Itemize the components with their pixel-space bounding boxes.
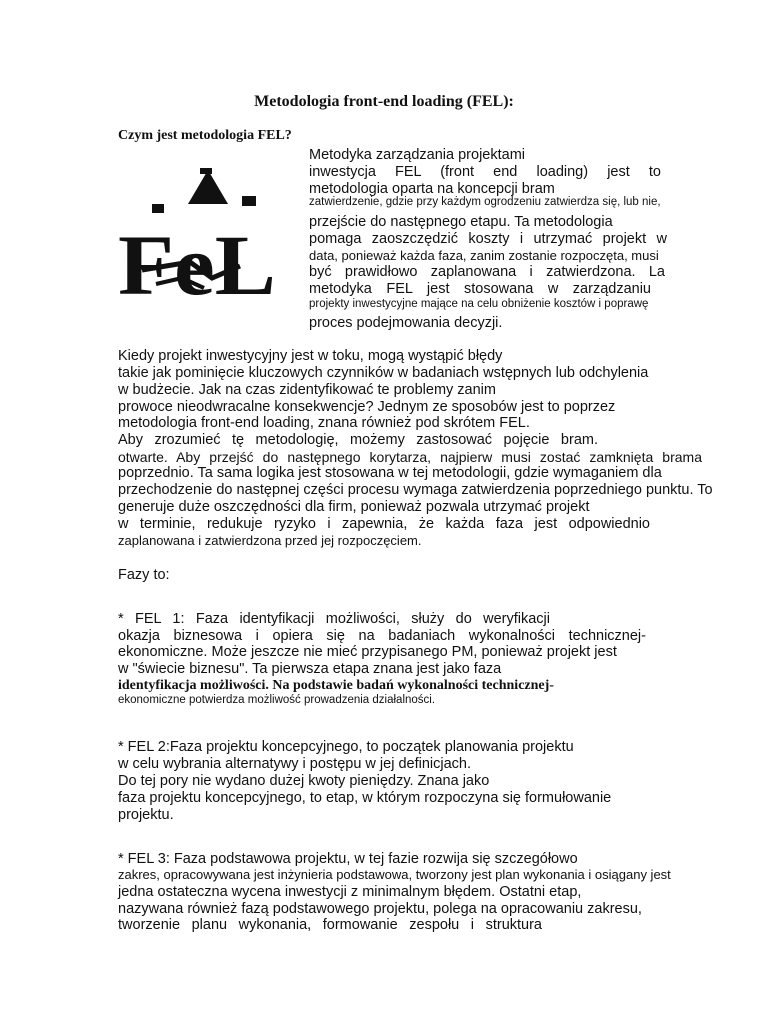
text-line: identyfikacja możliwości. Na podstawie badań wykonalności technicznej- — [118, 678, 554, 693]
text-line: metodologia front-end loading, znana również pod skrótem FEL. — [118, 415, 530, 431]
text-line: być prawidłowo zaplanowana i zatwierdzona. La — [309, 264, 665, 280]
phases-heading: Fazy to: — [118, 567, 170, 583]
text-line: prowoce nieodwracalne konsekwencje? Jednym ze sposobów jest to poprzez — [118, 399, 616, 415]
text-line: poprzednio. Ta sama logika jest stosowana w tej metodologii, gdzie wymaganiem dla — [118, 465, 662, 481]
text-line: zatwierdzenie, gdzie przy każdym ogrodzeniu zatwierdza się, lub nie, — [309, 196, 661, 208]
text-line: * FEL 1: Faza identyfikacji możliwości, służy do weryfikacji — [118, 611, 550, 627]
text-line: metodologia oparta na koncepcji bram — [309, 181, 555, 197]
text-line: proces podejmowania decyzji. — [309, 315, 503, 331]
text-line: jedna ostateczna wycena inwestycji z minimalnym błędem. Ostatni etap, — [118, 884, 582, 900]
text-line: inwestycja FEL (front end loading) jest to — [309, 164, 661, 180]
text-line: zakres, opracowywana jest inżynieria podstawowa, tworzony jest plan wykonania i osiągany jest — [118, 867, 671, 882]
text-line: * FEL 3: Faza podstawowa projektu, w tej fazie rozwija się szczegółowo — [118, 851, 578, 867]
document-title: Metodologia front-end loading (FEL): — [254, 93, 514, 110]
text-line: takie jak pominięcie kluczowych czynników w badaniach wstępnych lub odchylenia — [118, 365, 649, 381]
text-line: w budżecie. Jak na czas zidentyfikować te problemy zanim — [118, 382, 496, 398]
text-line: projekty inwestycyjne mające na celu obniżenie kosztów i poprawę — [309, 298, 649, 310]
fel-logo-icon — [112, 166, 284, 300]
text-line: w "świecie biznesu". Ta pierwsza etapa znana jest jako faza — [118, 661, 502, 677]
text-line: ekonomiczne. Może jeszcze nie mieć przypisanego PM, ponieważ projekt jest — [118, 644, 617, 660]
text-line: Do tej pory nie wydano dużej kwoty pieniędzy. Znana jako — [118, 773, 490, 789]
svg-text:FeL: FeL — [118, 217, 276, 300]
text-line: Kiedy projekt inwestycyjny jest w toku, mogą wystąpić błędy — [118, 348, 503, 364]
text-line: Metodyka zarządzania projektami — [309, 147, 525, 163]
text-line: projektu. — [118, 807, 174, 823]
text-line: ekonomiczne potwierdza możliwość prowadzenia działalności. — [118, 694, 436, 706]
text-line: tworzenie planu wykonania, formowanie zespołu i struktura — [118, 917, 542, 933]
text-line: * FEL 2:Faza projektu koncepcyjnego, to początek planowania projektu — [118, 739, 574, 755]
section-heading: Czym jest metodologia FEL? — [118, 128, 292, 143]
text-line: metodyka FEL jest stosowana w zarządzaniu — [309, 281, 651, 297]
text-line: przejście do następnego etapu. Ta metodologia — [309, 214, 613, 230]
text-line: w terminie, redukuje ryzyko i zapewnia, że każda faza jest odpowiednio — [118, 516, 650, 532]
text-line: zaplanowana i zatwierdzona przed jej rozpoczęciem. — [118, 533, 422, 548]
text-line: nazywana również fazą podstawowego projektu, polega na opracowaniu zakresu, — [118, 901, 642, 917]
text-line: generuje duże oszczędności dla firm, ponieważ pozwala utrzymać projekt — [118, 499, 590, 515]
text-line: Aby zrozumieć tę metodologię, możemy zastosować pojęcie bram. — [118, 432, 598, 448]
text-line: przechodzenie do następnej części procesu wymaga zatwierdzenia poprzedniego punktu. To — [118, 482, 713, 498]
text-line: pomaga zaoszczędzić koszty i utrzymać projekt w — [309, 231, 667, 247]
text-line: faza projektu koncepcyjnego, to etap, w którym rozpoczyna się formułowanie — [118, 790, 612, 806]
text-line: w celu wybrania alternatywy i postępu w jej definicjach. — [118, 756, 472, 772]
text-line: otwarte. Aby przejść do następnego korytarza, najpierw musi zostać zamknięta brama — [118, 449, 702, 465]
text-line: data, ponieważ każda faza, zanim zostanie rozpoczęta, musi — [309, 248, 659, 263]
text-line: okazja biznesowa i opiera się na badaniach wykonalności technicznej- — [118, 628, 646, 644]
